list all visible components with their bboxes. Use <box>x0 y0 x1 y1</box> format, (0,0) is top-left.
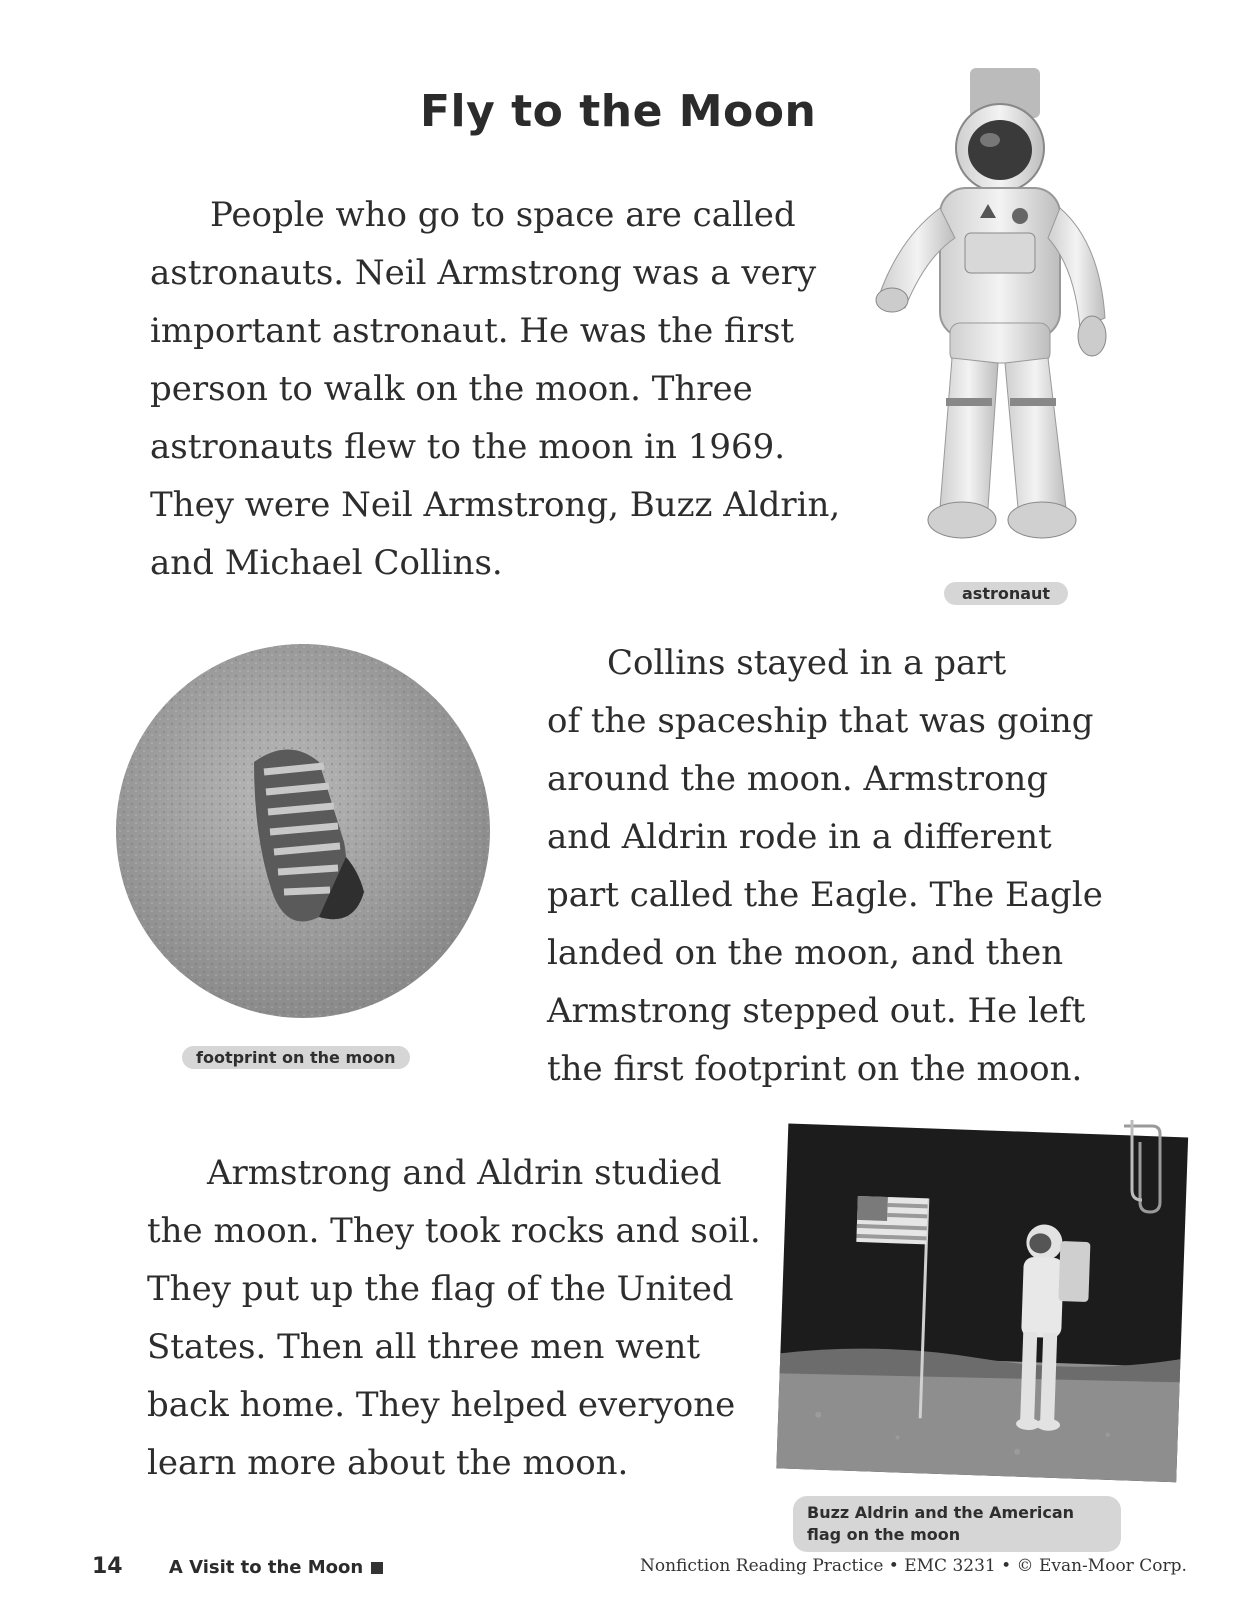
footer-credit: Nonfiction Reading Practice • EMC 3231 • © Evan-Moor Corp. <box>640 1556 1187 1576</box>
flag-photo <box>762 1120 1202 1500</box>
page-number: 14 <box>92 1554 123 1579</box>
paragraph-line: Armstrong and Aldrin studied <box>207 1153 722 1193</box>
paragraph-line: back home. They helped everyone <box>147 1385 736 1425</box>
paragraph-line: around the moon. Armstrong <box>547 759 1049 799</box>
footprint-image <box>114 642 492 1020</box>
caption-footprint: footprint on the moon <box>182 1046 410 1069</box>
page-title: Fly to the Moon <box>420 86 817 137</box>
paragraph-line: astronauts. Neil Armstrong was a very <box>150 253 817 293</box>
paragraph-line: important astronaut. He was the first <box>150 311 795 351</box>
paragraph-line: They put up the flag of the United <box>147 1269 734 1309</box>
paragraph-line: and Aldrin rode in a different <box>547 817 1052 857</box>
paragraph-astronauts <box>150 186 840 592</box>
paragraph-line: States. Then all three men went <box>147 1327 701 1367</box>
paragraph-line: person to walk on the moon. Three <box>150 369 753 409</box>
caption-flag: Buzz Aldrin and the American flag on the moon <box>793 1496 1121 1552</box>
caption-astronaut: astronaut <box>944 582 1068 605</box>
paragraph-collins <box>547 634 1103 1098</box>
paragraph-line: learn more about the moon. <box>147 1443 629 1483</box>
paragraph-line: Collins stayed in a part <box>607 643 1007 683</box>
footer-left <box>92 1554 383 1579</box>
astronaut-image <box>870 68 1130 558</box>
paragraph-line: They were Neil Armstrong, Buzz Aldrin, <box>150 485 841 525</box>
paragraph-line: astronauts flew to the moon in 1969. <box>150 427 786 467</box>
book-title: A Visit to the Moon <box>168 1557 364 1578</box>
paragraph-line: landed on the moon, and then <box>547 933 1064 973</box>
paragraph-line: of the spaceship that was going <box>547 701 1094 741</box>
paragraph-line: and Michael Collins. <box>150 543 503 583</box>
paragraph-line: part called the Eagle. The Eagle <box>547 875 1103 915</box>
paragraph-line: People who go to space are called <box>210 195 796 235</box>
paragraph-line: the first footprint on the moon. <box>547 1049 1083 1089</box>
paragraph-studied <box>147 1144 761 1492</box>
paragraph-line: Armstrong stepped out. He left <box>547 991 1086 1031</box>
paragraph-line: the moon. They took rocks and soil. <box>147 1211 761 1251</box>
square-icon <box>371 1562 383 1574</box>
